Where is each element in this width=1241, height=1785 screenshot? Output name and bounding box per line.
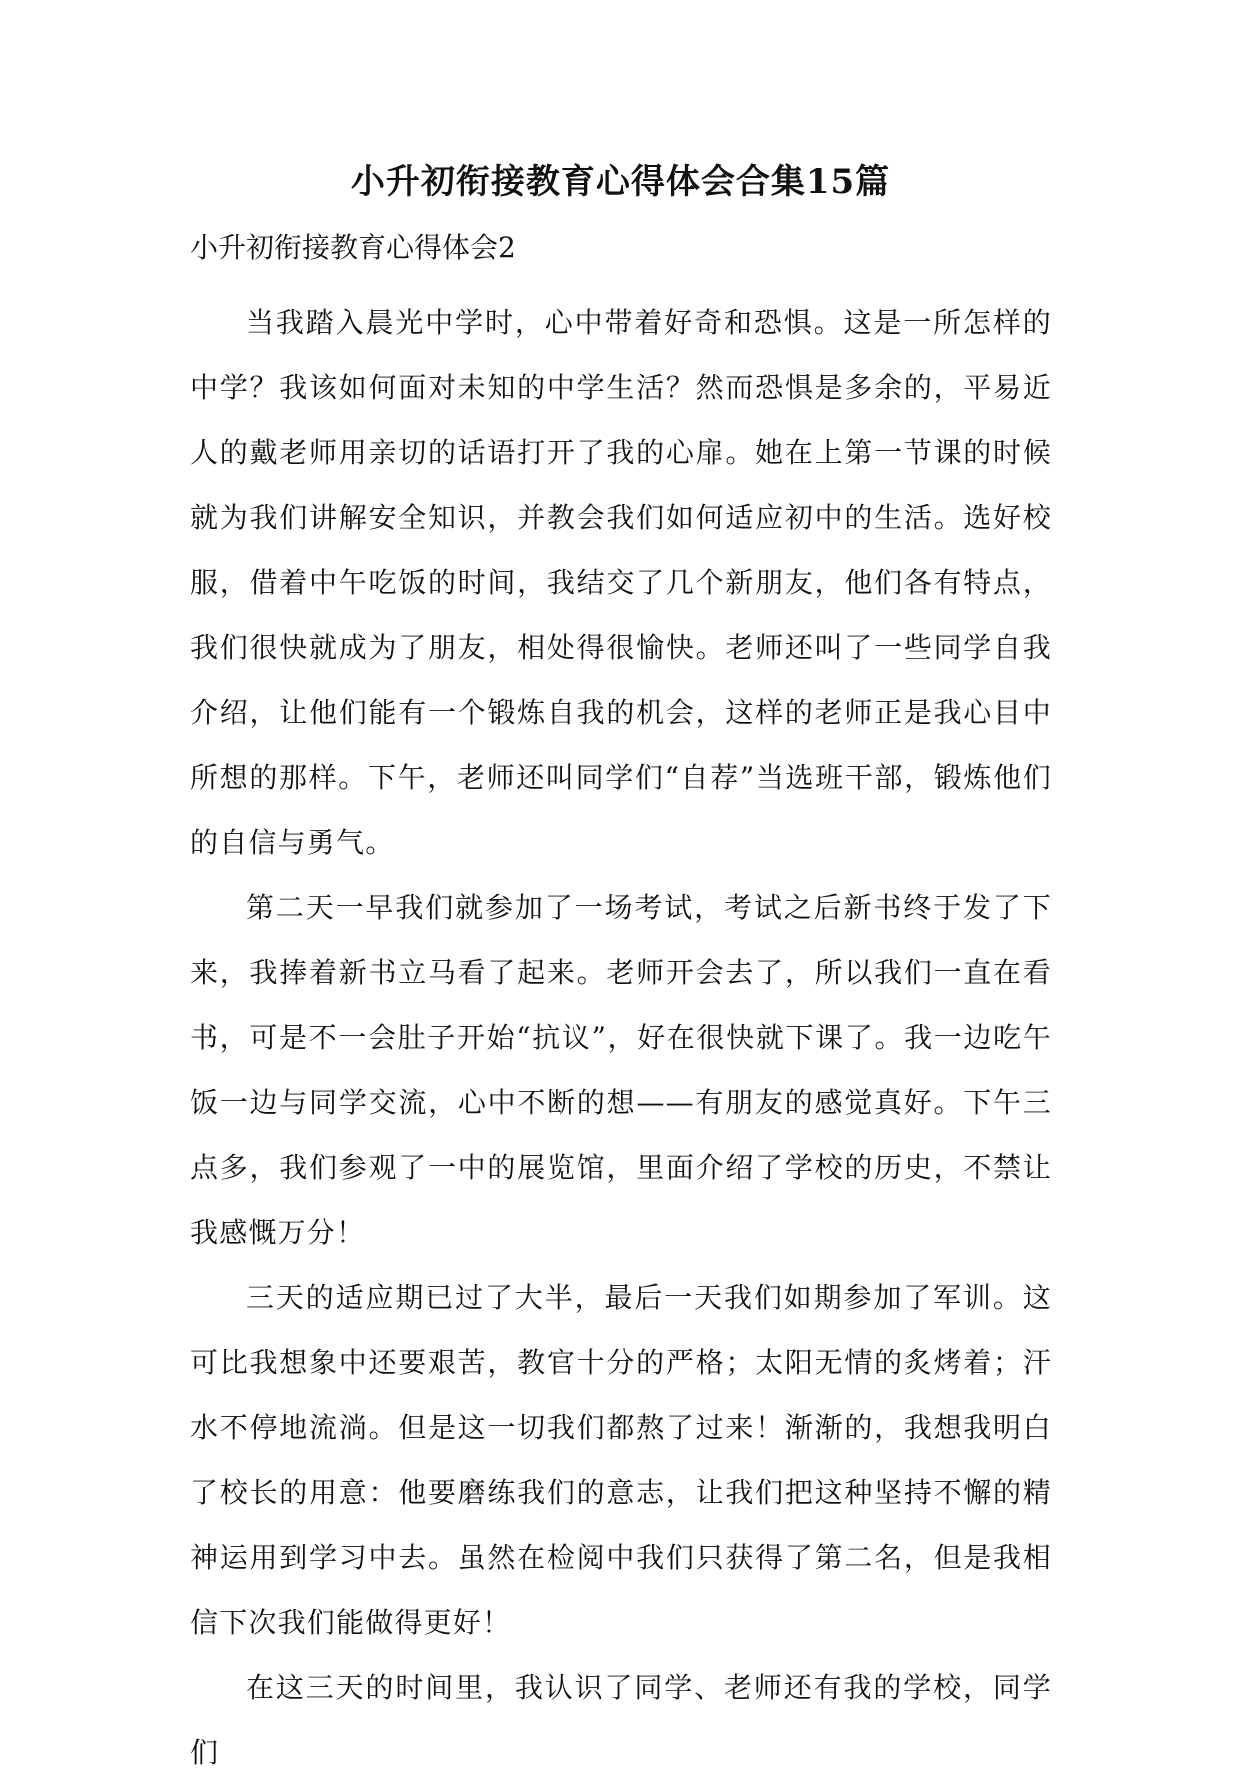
paragraph-3: 三天的适应期已过了大半，最后一天我们如期参加了军训。这可比我想象中还要艰苦，教官十分的严格；太阳无情的炙烤着；汗水不停地流淌。但是这一切我们都熬了过来！渐渐的，我想我明白了校长的用意：他要磨练我们的意志，让我们把这种坚持不懈的精神运用到学习中去。虽然在检阅中我们只获得了第二名，但是我相信下次我们能做得更好！ xyxy=(190,1281,1052,1639)
document-body xyxy=(190,290,1052,1785)
paragraph-4: 在这三天的时间里，我认识了同学、老师还有我的学校，同学们 xyxy=(190,1671,1052,1769)
paragraph-1: 当我踏入晨光中学时，心中带着好奇和恐惧。这是一所怎样的中学？我该如何面对未知的中学生活？然而恐惧是多余的，平易近人的戴老师用亲切的话语打开了我的心扉。她在上第一节课的时候就为我们讲解安全知识，并教会我们如何适应初中的生活。选好校服，借着中午吃饭的时间，我结交了几个新朋友，他们各有特点，我们很快就成为了朋友，相处得很愉快。老师还叫了一些同学自我介绍，让他们能有一个锻炼自我的机会，这样的老师正是我心目中所想的那样。下午，老师还叫同学们“自荐”当选班干部，锻炼他们的自信与勇气。 xyxy=(190,306,1052,859)
paragraph-2: 第二天一早我们就参加了一场考试，考试之后新书终于发了下来，我捧着新书立马看了起来。老师开会去了，所以我们一直在看书，可是不一会肚子开始“抗议”，好在很快就下课了。我一边吃午饭一边与同学交流，心中不断的想——有朋友的感觉真好。下午三点多，我们参观了一中的展览馆，里面介绍了学校的历史，不禁让我感慨万分！ xyxy=(190,891,1052,1249)
document-subtitle: 小升初衔接教育心得体会2 xyxy=(190,231,516,264)
document-title: 小升初衔接教育心得体会合集15篇 xyxy=(350,162,891,202)
